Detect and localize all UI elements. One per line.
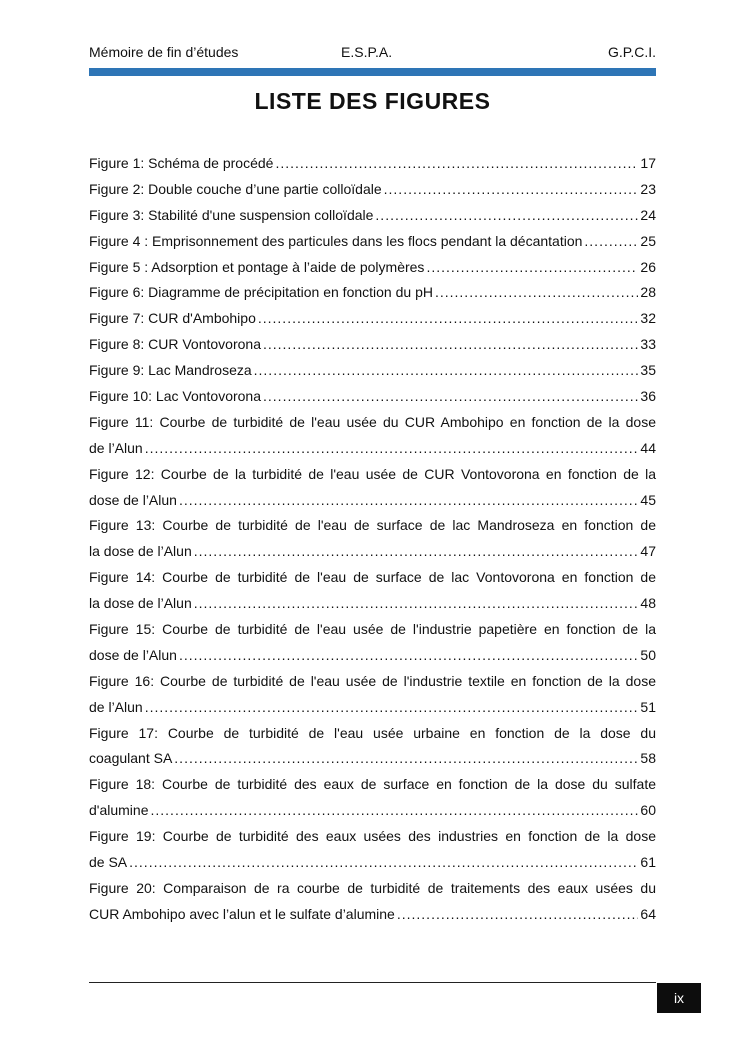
figure-entry-text: Figure 16: Courbe de turbidité de l'eau usée de l'industrie textile en fonction de la dose bbox=[89, 672, 656, 689]
header-right-text: G.P.C.I. bbox=[608, 44, 656, 60]
header-left-text: Mémoire de fin d’études bbox=[89, 44, 239, 60]
figure-entry-line bbox=[89, 721, 656, 747]
figure-entry-text: de SA bbox=[89, 854, 128, 871]
figure-entry[interactable] bbox=[89, 177, 656, 203]
figure-entry[interactable] bbox=[89, 358, 656, 384]
figure-entry-text: Figure 12: Courbe de la turbidité de l'eau usée de CUR Vontovorona en fonction de la bbox=[89, 465, 656, 482]
dot-leader bbox=[258, 306, 639, 332]
figure-entry-text: Figure 10: Lac Vontovorona bbox=[89, 388, 262, 405]
figure-page-number: 25 bbox=[640, 232, 656, 249]
dot-leader bbox=[263, 332, 638, 358]
dot-leader bbox=[129, 850, 638, 876]
page-number: ix bbox=[657, 983, 701, 1013]
figure-entry-text: coagulant SA bbox=[89, 750, 173, 767]
dot-leader bbox=[375, 203, 638, 229]
figure-page-number: 36 bbox=[640, 388, 656, 405]
figure-entry-text: Figure 17: Courbe de turbidité de l'eau usée urbaine en fonction de la dose du bbox=[89, 724, 656, 741]
dot-leader bbox=[275, 151, 638, 177]
figure-entry-text: Figure 13: Courbe de turbidité de l'eau de surface de lac Mandroseza en fonction de bbox=[89, 517, 656, 534]
figure-entry[interactable] bbox=[89, 695, 656, 721]
figure-page-number: 32 bbox=[640, 310, 656, 327]
figure-entry-line bbox=[89, 669, 656, 695]
figure-page-number: 23 bbox=[640, 180, 656, 197]
dot-leader bbox=[194, 539, 639, 565]
figure-entry-line bbox=[89, 617, 656, 643]
figure-entry-text: Figure 7: CUR d'Ambohipo bbox=[89, 310, 256, 327]
figure-page-number: 47 bbox=[640, 543, 656, 560]
dot-leader bbox=[179, 643, 638, 669]
figure-entry-text: de l’Alun bbox=[89, 439, 143, 456]
figure-page-number: 44 bbox=[640, 439, 656, 456]
figure-entry-text: Figure 8: CUR Vontovorona bbox=[89, 336, 261, 353]
header-center-text: E.S.P.A. bbox=[341, 44, 393, 60]
figure-entry-text: CUR Ambohipo avec l’alun et le sulfate d’alumine bbox=[89, 905, 395, 922]
dot-leader bbox=[145, 436, 639, 462]
figure-entry[interactable] bbox=[89, 488, 656, 514]
figure-entry-text: Figure 20: Comparaison de ra courbe de turbidité de traitements des eaux usées du bbox=[89, 879, 656, 896]
figure-entry-text: Figure 15: Courbe de turbidité de l'eau usée de l'industrie papetière en fonction de la bbox=[89, 621, 656, 638]
figure-entry-text: Figure 1: Schéma de procédé bbox=[89, 155, 274, 171]
figure-entry-text: Figure 9: Lac Mandroseza bbox=[89, 362, 252, 379]
dot-leader bbox=[584, 229, 638, 255]
figure-entry-text: Figure 11: Courbe de turbidité de l'eau usée du CUR Ambohipo en fonction de la dose bbox=[89, 413, 656, 430]
figure-entry-line bbox=[89, 513, 656, 539]
figure-entry-text: Figure 2: Double couche d’une partie colloïdale bbox=[89, 180, 382, 197]
figure-page-number: 48 bbox=[640, 595, 656, 612]
figure-entry[interactable] bbox=[89, 384, 656, 410]
figure-entry[interactable] bbox=[89, 280, 656, 306]
figure-entry-text: Figure 19: Courbe de turbidité des eaux usées des industries en fonction de la dose bbox=[89, 828, 656, 845]
figure-entry-text: la dose de l’Alun bbox=[89, 595, 192, 612]
figure-entry-text: dose de l’Alun bbox=[89, 491, 177, 508]
figure-entry[interactable] bbox=[89, 436, 656, 462]
figure-page-number: 58 bbox=[640, 750, 656, 767]
figure-entry[interactable] bbox=[89, 229, 656, 255]
figure-entry[interactable] bbox=[89, 591, 656, 617]
dot-leader bbox=[384, 177, 639, 203]
figure-entry-text: dose de l’Alun bbox=[89, 646, 177, 663]
figure-entry-text: Figure 4 : Emprisonnement des particules dans les flocs pendant la décantation bbox=[89, 232, 583, 249]
figure-entry[interactable] bbox=[89, 902, 656, 928]
figure-entry[interactable] bbox=[89, 151, 656, 177]
dot-leader bbox=[194, 591, 639, 617]
figure-page-number: 26 bbox=[640, 258, 656, 275]
figure-entry-line bbox=[89, 824, 656, 850]
figure-entry-text: Figure 5 : Adsorption et pontage à l’aide de polymères bbox=[89, 258, 425, 275]
figure-list bbox=[89, 151, 656, 928]
figure-entry[interactable] bbox=[89, 203, 656, 229]
figure-page-number: 45 bbox=[640, 491, 656, 508]
dot-leader bbox=[145, 695, 639, 721]
figure-page-number: 60 bbox=[640, 802, 656, 819]
figure-page-number: 33 bbox=[640, 336, 656, 353]
dot-leader bbox=[174, 746, 638, 772]
dot-leader bbox=[263, 384, 638, 410]
dot-leader bbox=[254, 358, 639, 384]
figure-entry-line bbox=[89, 410, 656, 436]
figure-entry[interactable] bbox=[89, 746, 656, 772]
figure-entry-text: de l’Alun bbox=[89, 698, 143, 715]
figure-page-number: 64 bbox=[640, 905, 656, 922]
figure-entry[interactable] bbox=[89, 643, 656, 669]
figure-entry-text: Figure 3: Stabilité d'une suspension colloïdale bbox=[89, 206, 374, 223]
footer-rule bbox=[89, 982, 656, 983]
figure-entry-text: Figure 18: Courbe de turbidité des eaux de surface en fonction de la dose du sulfate bbox=[89, 776, 656, 793]
figure-page-number: 50 bbox=[640, 646, 656, 663]
figure-entry[interactable] bbox=[89, 850, 656, 876]
figure-page-number: 24 bbox=[640, 206, 656, 223]
dot-leader bbox=[151, 798, 639, 824]
figure-page-number: 61 bbox=[640, 854, 656, 871]
figure-entry-text: la dose de l’Alun bbox=[89, 543, 192, 560]
figure-entry-text: d'alumine bbox=[89, 802, 149, 819]
header-rule bbox=[89, 68, 656, 76]
figure-entry-line bbox=[89, 876, 656, 902]
figure-entry-line bbox=[89, 772, 656, 798]
figure-entry[interactable] bbox=[89, 539, 656, 565]
dot-leader bbox=[179, 488, 638, 514]
dot-leader bbox=[435, 280, 638, 306]
figure-page-number: 17 bbox=[640, 155, 656, 171]
dot-leader bbox=[426, 255, 638, 281]
figure-entry-text: Figure 6: Diagramme de précipitation en fonction du pH bbox=[89, 284, 433, 301]
figure-entry[interactable] bbox=[89, 332, 656, 358]
figure-entry[interactable] bbox=[89, 255, 656, 281]
figure-page-number: 35 bbox=[640, 362, 656, 379]
figure-entry-line bbox=[89, 462, 656, 488]
figure-entry-line bbox=[89, 565, 656, 591]
figure-page-number: 51 bbox=[640, 698, 656, 715]
page-title: LISTE DES FIGURES bbox=[254, 88, 491, 114]
figure-entry[interactable] bbox=[89, 306, 656, 332]
figure-entry[interactable] bbox=[89, 798, 656, 824]
dot-leader bbox=[397, 902, 639, 928]
page-header bbox=[89, 44, 656, 62]
figure-entry-text: Figure 14: Courbe de turbidité de l'eau de surface de lac Vontovorona en fonction de bbox=[89, 569, 656, 586]
figure-page-number: 28 bbox=[640, 284, 656, 301]
